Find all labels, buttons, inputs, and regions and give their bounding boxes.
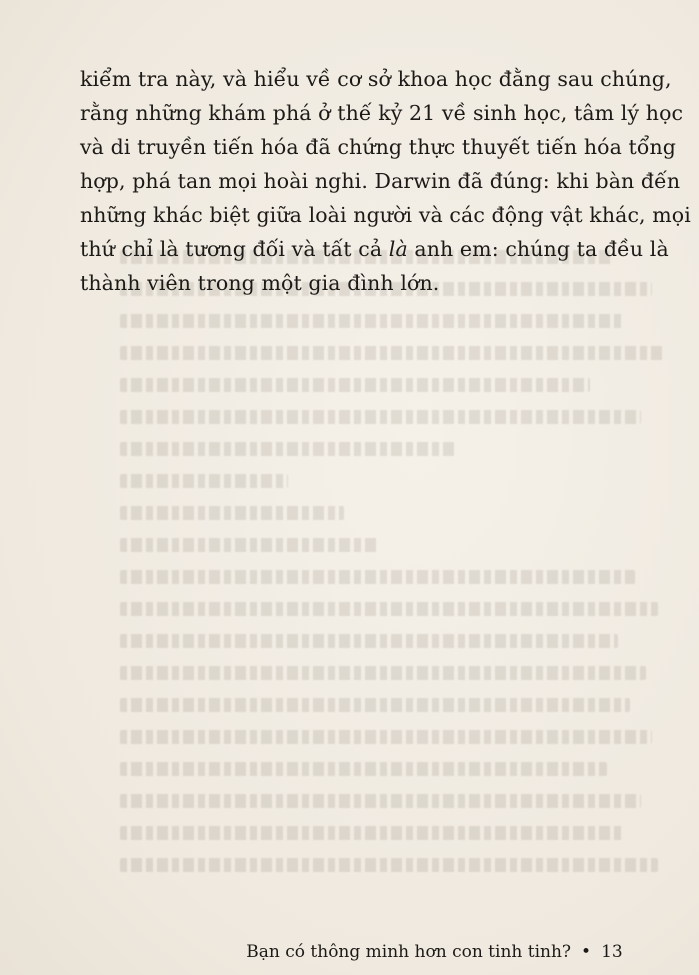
text-line — [80, 232, 669, 266]
text-segment: thứ chỉ là tương đối và tất cả — [80, 237, 383, 261]
text-line: và di truyền tiến hóa đã chứng thực thuyết tiến hóa tổng — [80, 135, 677, 159]
body-paragraph — [80, 62, 691, 300]
text-line: thành viên trong một gia đình lớn. — [80, 271, 440, 295]
page-footer — [0, 942, 699, 962]
text-line: rằng những khám phá ở thế kỷ 21 về sinh học, tâm lý học — [80, 101, 684, 125]
text-line: kiểm tra này, và hiểu về cơ sở khoa học đằng sau chúng, — [80, 67, 672, 91]
footer-separator: • — [581, 942, 592, 962]
show-through-text — [120, 250, 680, 930]
emphasis-word: là — [388, 237, 408, 261]
text-segment: anh em: chúng ta đều là — [414, 237, 669, 261]
text-line: hợp, phá tan mọi hoài nghi. Darwin đã đúng: khi bàn đến — [80, 169, 681, 193]
page-number: 13 — [601, 942, 623, 962]
text-line: những khác biệt giữa loài người và các động vật khác, mọi — [80, 203, 691, 227]
running-title: Bạn có thông minh hơn con tinh tinh? — [246, 942, 572, 962]
